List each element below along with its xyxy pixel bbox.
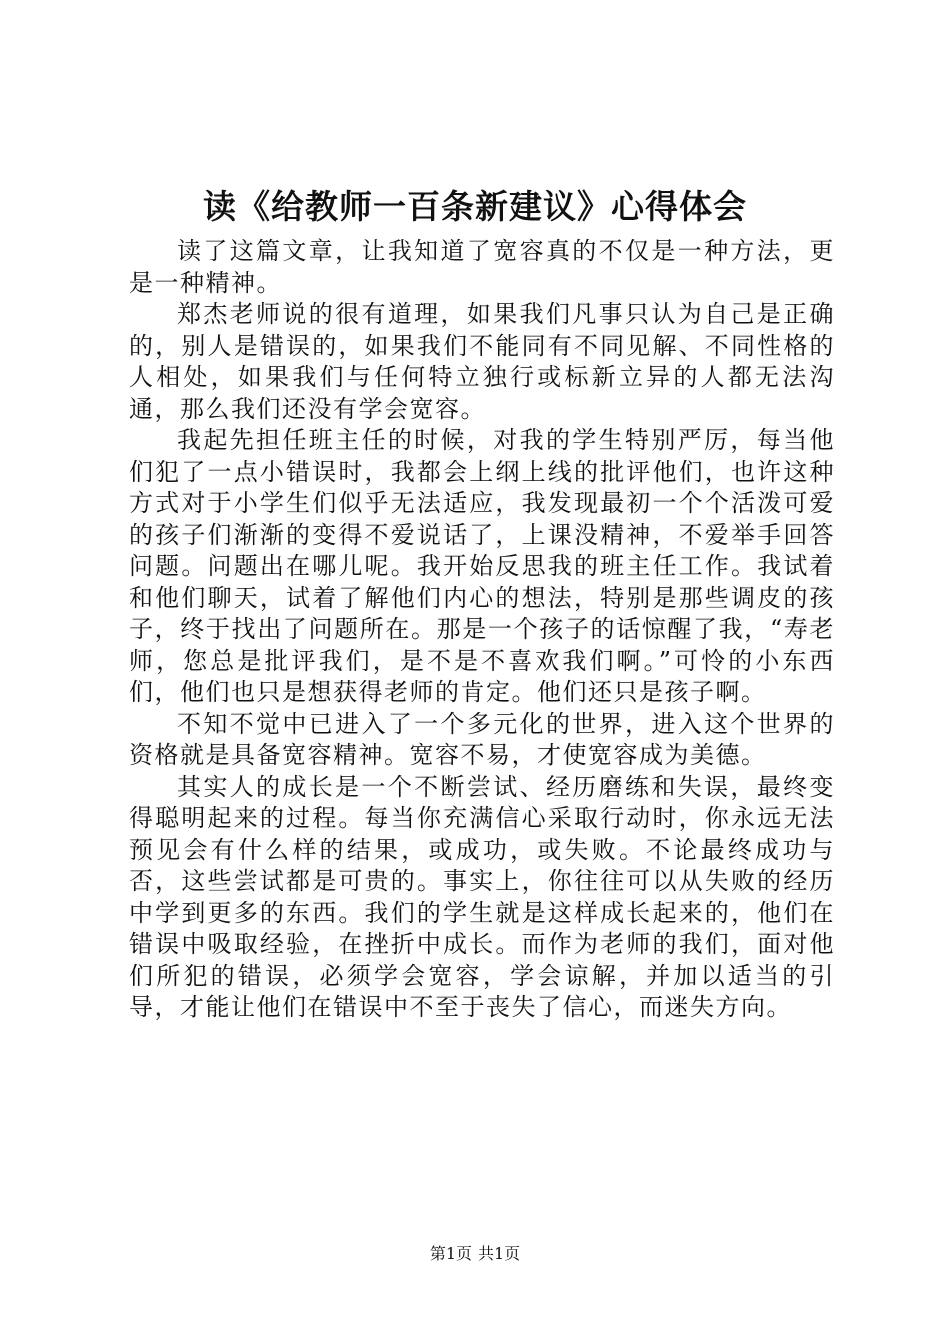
page-number: 第1页 bbox=[429, 1244, 472, 1263]
paragraph-1: 读了这篇文章，让我知道了宽容真的不仅是一种方法，更是一种精神。 bbox=[129, 237, 835, 297]
paragraph-4: 不知不觉中已进入了一个多元化的世界，进入这个世界的资格就是具备宽容精神。宽容不易，才使宽容成为美德。 bbox=[129, 709, 835, 769]
page-total: 共1页 bbox=[478, 1244, 521, 1263]
paragraph-3: 我起先担任班主任的时候，对我的学生特别严厉，每当他们犯了一点小错误时，我都会上纲上线的批评他们，也许这种方式对于小学生们似乎无法适应，我发现最初一个个活泼可爱的孩子们渐渐的变得不爱说话了，上课没精神，不爱举手回答问题。问题出在哪儿呢。我开始反思我的班主任工作。我试着和他们聊天，试着了解他们内心的想法，特别是那些调皮的孩子，终于找出了问题所在。那是一个孩子的话惊醒了我，“寿老师，您总是批评我们，是不是不喜欢我们啊。”可怜的小东西们，他们也只是想获得老师的肯定。他们还只是孩子啊。 bbox=[129, 426, 835, 706]
paragraph-5: 其实人的成长是一个不断尝试、经历磨练和失误，最终变得聪明起来的过程。每当你充满信心采取行动时，你永远无法预见会有什么样的结果，或成功，或失败。不论最终成功与否，这些尝试都是可贵的。事实上，你往往可以从失败的经历中学到更多的东西。我们的学生就是这样成长起来的，他们在错误中吸取经验，在挫折中成长。而作为老师的我们，面对他们所犯的错误，必须学会宽容，学会谅解，并加以适当的引导，才能让他们在错误中不至于丧失了信心，而迷失方向。 bbox=[129, 772, 835, 1021]
document-body bbox=[129, 236, 835, 1024]
document-title: 读《给教师一百条新建议》心得体会 bbox=[203, 187, 747, 226]
page-footer bbox=[0, 1242, 950, 1266]
paragraph-2: 郑杰老师说的很有道理，如果我们凡事只认为自己是正确的，别人是错误的，如果我们不能同有不同见解、不同性格的人相处，如果我们与任何特立独行或标新立异的人都无法沟通，那么我们还没有学会宽容。 bbox=[129, 300, 835, 423]
